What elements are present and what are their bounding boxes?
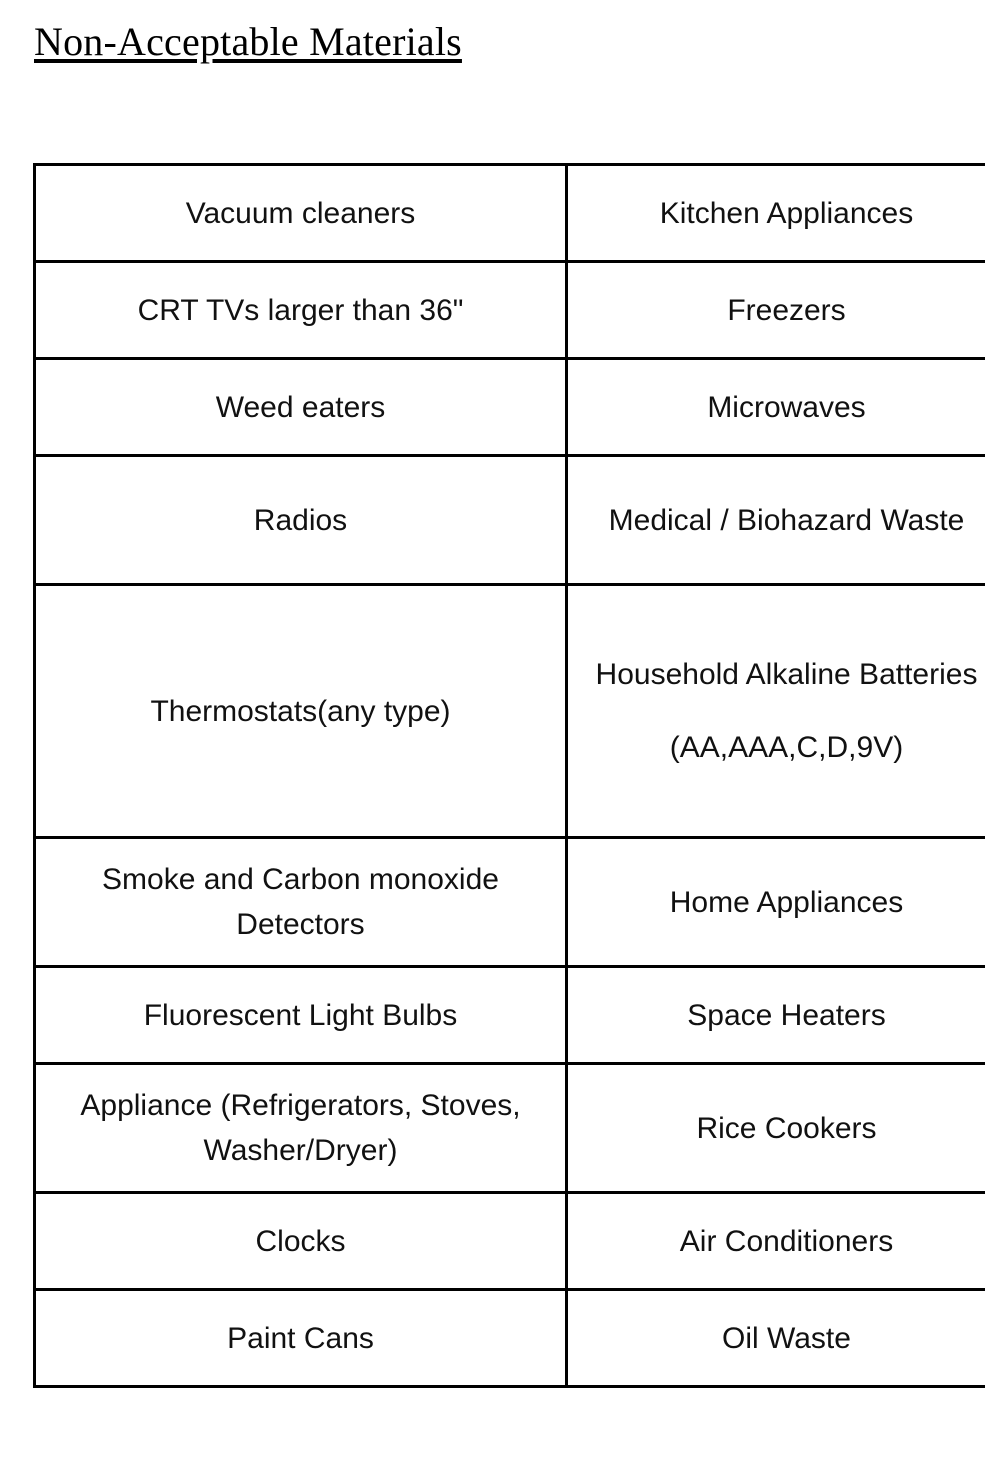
table-row (35, 838, 985, 967)
cell-text: Air Conditioners (679, 1224, 894, 1258)
cell-text: Space Heaters (687, 998, 886, 1032)
table-cell-right (567, 165, 985, 262)
table-cell-left (35, 838, 567, 967)
cell-text: Fluorescent Light Bulbs (143, 998, 458, 1032)
non-acceptable-materials-table (33, 163, 985, 1388)
table-cell-left (35, 1290, 567, 1387)
table-body (35, 165, 985, 1387)
table-cell-right (567, 967, 985, 1064)
table-cell-right (567, 838, 985, 967)
table-row (35, 456, 985, 585)
table-cell-left (35, 262, 567, 359)
table-row (35, 262, 985, 359)
table-cell-left (35, 1193, 567, 1290)
cell-text: Microwaves (707, 390, 866, 424)
cell-text: CRT TVs larger than 36" (137, 293, 464, 327)
cell-text: Medical / Biohazard Waste (608, 503, 965, 537)
cell-text: Radios (253, 503, 348, 537)
cell-text: Clocks (255, 1224, 346, 1258)
table-cell-left (35, 967, 567, 1064)
table-cell-right (567, 1290, 985, 1387)
table-cell-left (35, 585, 567, 838)
table-cell-right (567, 585, 985, 838)
table-cell-right (567, 1193, 985, 1290)
table-row (35, 359, 985, 456)
cell-text: Vacuum cleaners (185, 196, 416, 230)
table-row (35, 165, 985, 262)
cell-text: Kitchen Appliances (659, 196, 914, 230)
table-cell-right (567, 262, 985, 359)
cell-text: Paint Cans (227, 1321, 374, 1355)
cell-text: Home Appliances (669, 885, 904, 919)
page-title: Non-Acceptable Materials (34, 19, 462, 64)
cell-text: Oil Waste (722, 1321, 851, 1355)
cell-text: Appliance (Refrigerators, Stoves, Washer/Dryer) (80, 1089, 521, 1167)
table-cell-left (35, 359, 567, 456)
table-cell-right (567, 359, 985, 456)
table-row (35, 1064, 985, 1193)
table-cell-left (35, 1064, 567, 1193)
cell-text: Thermostats(any type) (150, 694, 451, 728)
table-row (35, 1290, 985, 1387)
table-row (35, 585, 985, 838)
cell-text: Weed eaters (215, 390, 386, 424)
cell-text: Smoke and Carbon monoxide Detectors (102, 863, 499, 941)
table-cell-left (35, 456, 567, 585)
table-cell-right (567, 1064, 985, 1193)
table-cell-left (35, 165, 567, 262)
cell-text: Rice Cookers (696, 1111, 877, 1145)
cell-text: (AA,AAA,C,D,9V) (669, 731, 904, 764)
table-row (35, 1193, 985, 1290)
cell-text: Freezers (727, 293, 846, 327)
table-row (35, 967, 985, 1064)
materials-table-wrap (33, 163, 978, 1388)
cell-text: Household Alkaline Batteries (595, 658, 978, 691)
table-cell-right (567, 456, 985, 585)
